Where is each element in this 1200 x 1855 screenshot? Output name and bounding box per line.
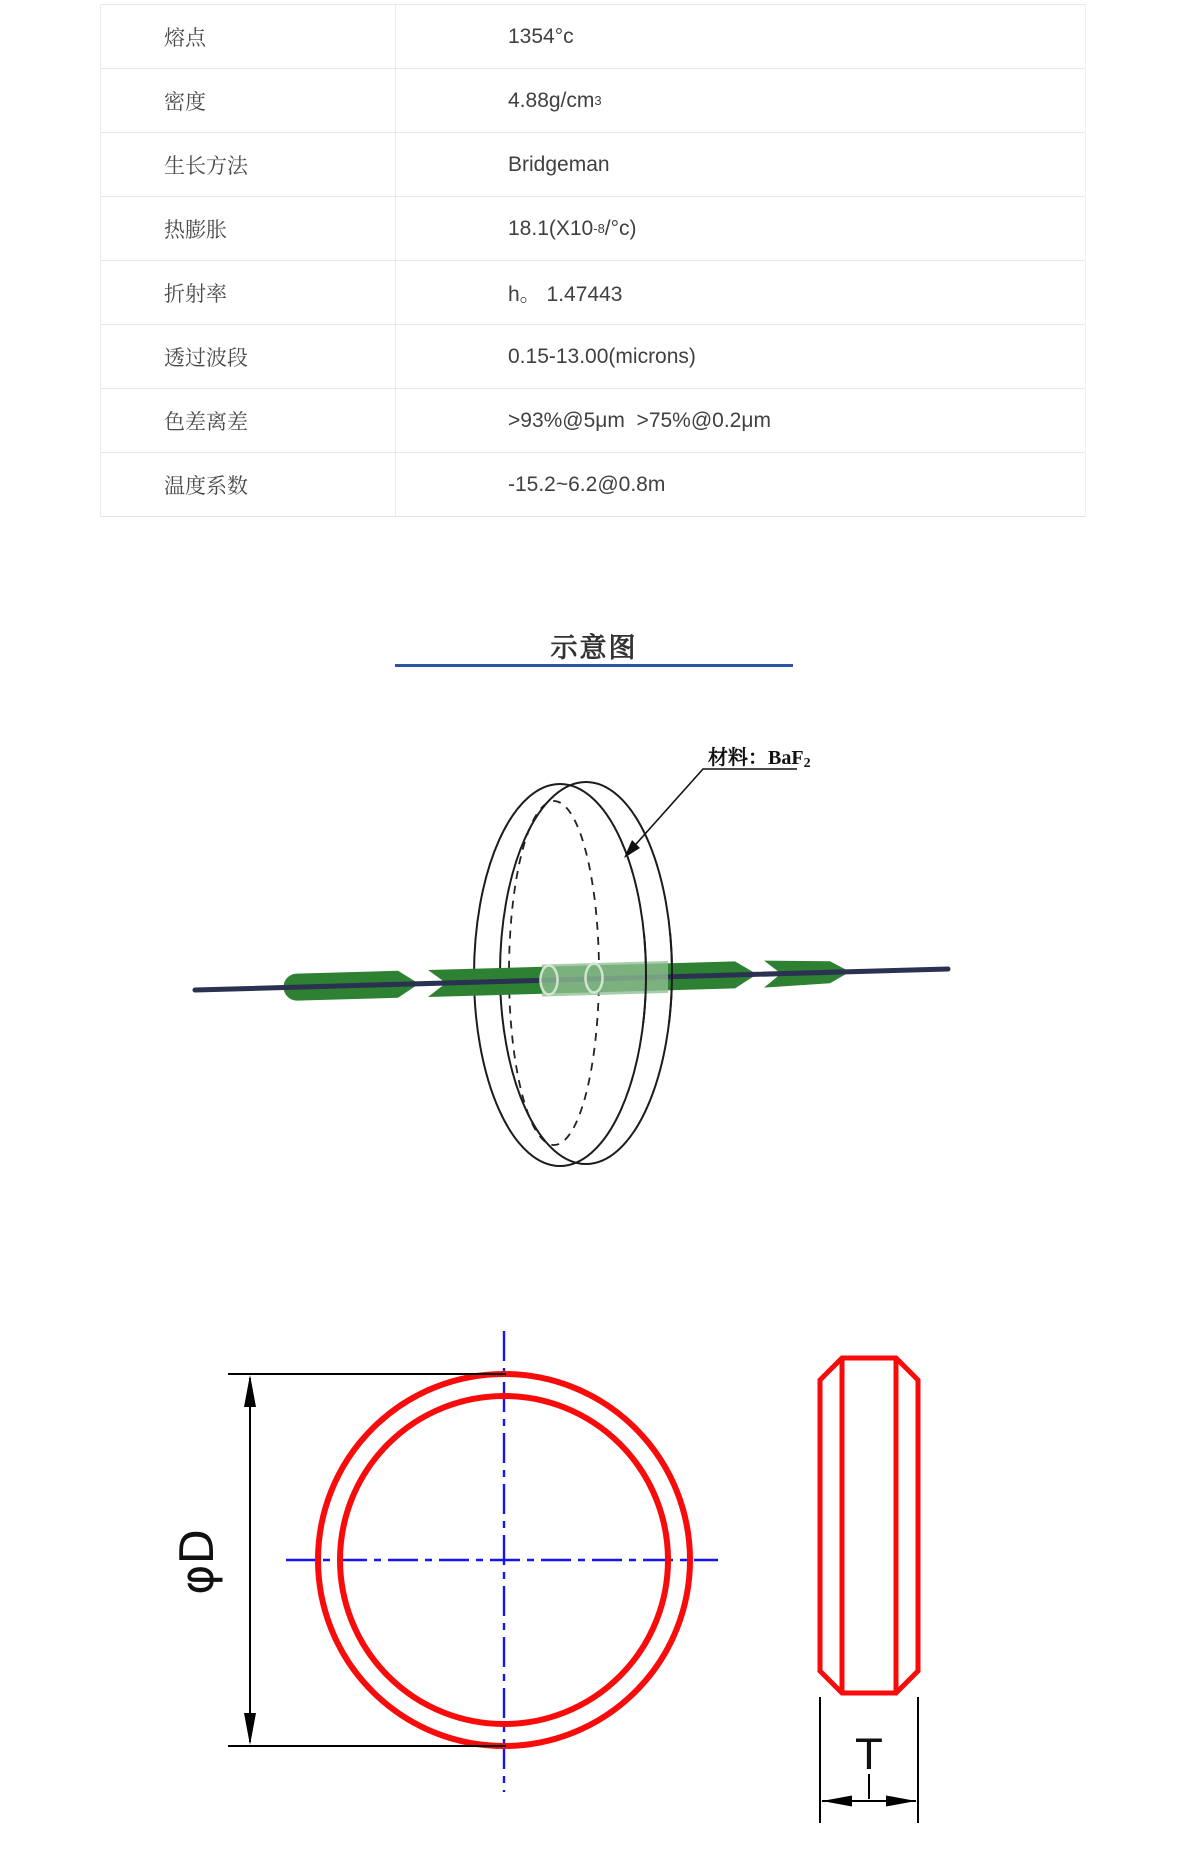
spec-value: 4.88g/cm 3	[508, 88, 602, 112]
spec-value-text: h。 1.47443	[508, 282, 623, 306]
spec-label: 色差离差	[101, 389, 396, 452]
dimension-arrowhead-icon	[886, 1796, 916, 1807]
dimension-arrowhead-icon	[822, 1796, 852, 1807]
diameter-label: φD	[170, 1529, 224, 1595]
spec-value: 18.1(X10 -8 /°c)	[508, 216, 637, 240]
material-label-text: 材料：BaF	[708, 747, 804, 769]
spec-label: 折射率	[101, 261, 396, 324]
section-title: 示意图	[550, 633, 638, 663]
dimension-arrowhead-icon	[244, 1713, 256, 1745]
material-leader-line	[628, 769, 797, 853]
spec-label: 热膨胀	[101, 197, 396, 260]
spec-label: 熔点	[101, 5, 396, 68]
spec-value-text: 18.1(X10	[508, 216, 594, 240]
spec-label: 密度	[101, 69, 396, 132]
spec-value-text: 0.15-13.00(microns)	[508, 344, 696, 368]
dimension-arrowhead-icon	[244, 1375, 256, 1407]
beam-inside-glass	[542, 961, 668, 997]
material-label	[708, 745, 811, 771]
window-side-profile	[820, 1358, 918, 1693]
spec-value-text: -15.2~6.2@0.8m	[508, 472, 666, 496]
spec-label: 生长方法	[101, 133, 396, 196]
spec-value-tail: /°c)	[604, 216, 637, 240]
front-view-drawing	[170, 1331, 718, 1792]
spec-value-text: 1354°c	[508, 24, 574, 48]
spec-label: 温度系数	[101, 453, 396, 516]
schematic-diagram	[195, 745, 948, 1166]
material-label-subscript: 2	[803, 756, 811, 771]
spec-value-text: >93%@5μm >75%@0.2μm	[508, 408, 771, 432]
spec-label: 透过波段	[101, 325, 396, 388]
spec-value-text: 4.88g/cm	[508, 88, 595, 112]
thickness-label: T	[856, 1730, 882, 1779]
spec-value-text: Bridgeman	[508, 152, 610, 176]
side-view-drawing	[820, 1358, 918, 1823]
